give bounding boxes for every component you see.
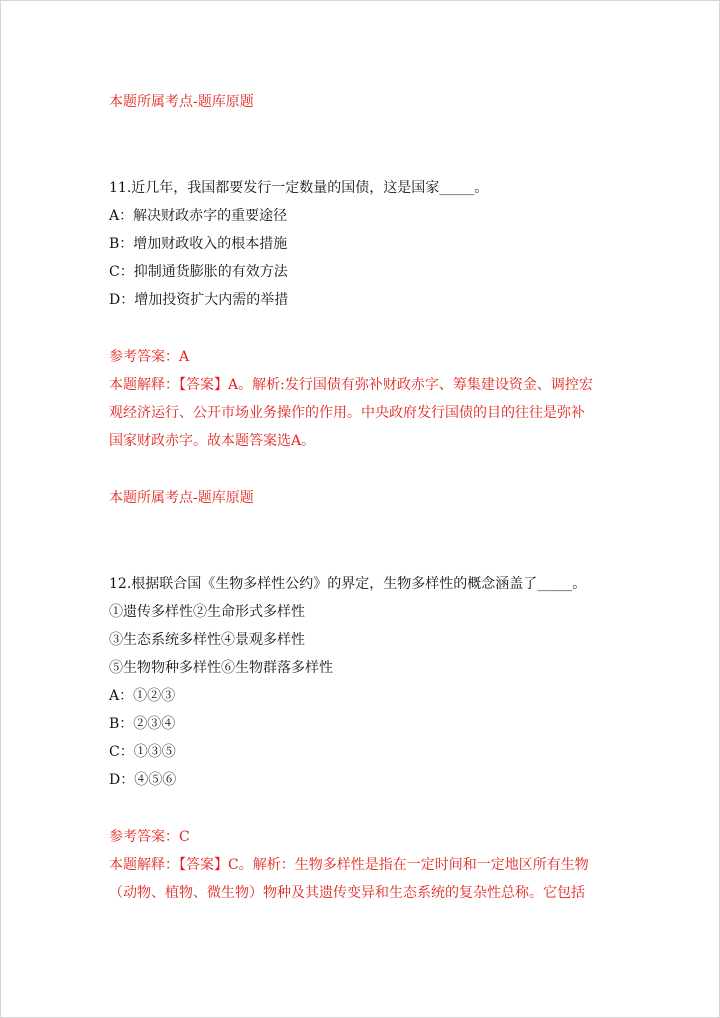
question-stem: 11.近几年，我国都要发行一定数量的国债，这是国家_____。 — [109, 180, 489, 196]
option-b: B：②③④ — [109, 716, 176, 732]
option-a: A：①②③ — [109, 688, 176, 704]
statement-item: ⑤生物物种多样性⑥生物群落多样性 — [109, 660, 333, 676]
explanation-line: 本题解释：【答案】A。解析:发行国债有弥补财政赤字、筹集建设资金、调控宏 — [109, 377, 593, 393]
explanation-line: 本题解释：【答案】C。解析：生物多样性是指在一定时间和一定地区所有生物 — [109, 857, 589, 873]
question-stem: 12.根据联合国《生物多样性公约》的界定，生物多样性的概念涵盖了_____。 — [109, 576, 587, 592]
source-tag: 本题所属考点-题库原题 — [109, 94, 254, 110]
explanation-line: 观经济运行、公开市场业务操作的作用。中央政府发行国债的目的往往是弥补 — [109, 405, 585, 421]
source-tag: 本题所属考点-题库原题 — [109, 490, 254, 506]
reference-answer: 参考答案：C — [109, 829, 190, 845]
option-a: A：解决财政赤字的重要途径 — [109, 208, 288, 224]
option-d: D：增加投资扩大内需的举措 — [109, 292, 289, 308]
explanation-line: （动物、植物、微生物）物种及其遗传变异和生态系统的复杂性总称。它包括 — [109, 885, 585, 901]
option-c: C：抑制通货膨胀的有效方法 — [109, 264, 288, 280]
option-b: B：增加财政收入的根本措施 — [109, 236, 288, 252]
statement-item: ①遗传多样性②生命形式多样性 — [109, 604, 305, 620]
statement-item: ③生态系统多样性④景观多样性 — [109, 632, 305, 648]
option-d: D：④⑤⑥ — [109, 772, 177, 788]
explanation-line: 国家财政赤字。故本题答案选A。 — [109, 433, 316, 449]
option-c: C：①③⑤ — [109, 744, 176, 760]
reference-answer: 参考答案：A — [109, 349, 190, 365]
